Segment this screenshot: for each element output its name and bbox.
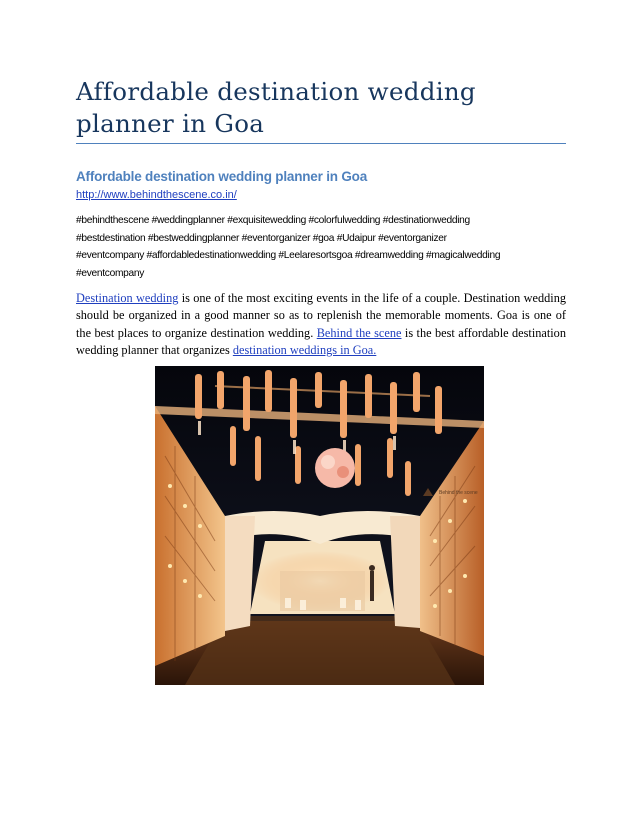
destination-wedding-link[interactable]: Destination wedding bbox=[76, 291, 179, 305]
wedding-venue-illustration bbox=[155, 366, 484, 685]
body-paragraph bbox=[76, 290, 566, 359]
website-link[interactable]: http://www.behindthescene.co.in/ bbox=[76, 189, 237, 201]
flower-ball bbox=[315, 448, 355, 488]
hashtag-line: #eventcompany #affordabledestinationwedding #Leelaresortsgoa #dreamwedding #magicalwedding bbox=[76, 250, 501, 261]
hashtag-line: #bestdestination #bestweddingplanner #eventorganizer #goa #Udaipur #eventorganizer bbox=[76, 232, 447, 244]
paragraph-text: is one of the most exciting events in the life of a couple. Destination wedding should be organized in a good manner so as to replenish the memorable moments. Goa is one of the best places to organize destination wedding. bbox=[76, 291, 566, 340]
hashtag-line: #eventcompany bbox=[76, 267, 145, 279]
paragraph-text: is the best affordable destination wedding planner that organizes bbox=[76, 325, 566, 357]
hashtags-block bbox=[76, 212, 566, 282]
title-underline bbox=[76, 143, 566, 144]
wedding-venue-photo bbox=[155, 366, 484, 685]
hashtag-line: #behindthescene #weddingplanner #exquisitewedding #colorfulwedding #destinationwedding bbox=[76, 215, 470, 226]
behind-the-scene-link[interactable]: Behind the scene bbox=[316, 325, 402, 340]
destination-weddings-goa-link[interactable]: destination weddings in Goa. bbox=[232, 342, 377, 357]
document-title: Affordable destination wedding planner in Goa bbox=[76, 77, 476, 138]
venue-sign-text: Behind the scene bbox=[439, 490, 478, 496]
section-heading: Affordable destination wedding planner in Goa bbox=[76, 169, 368, 184]
